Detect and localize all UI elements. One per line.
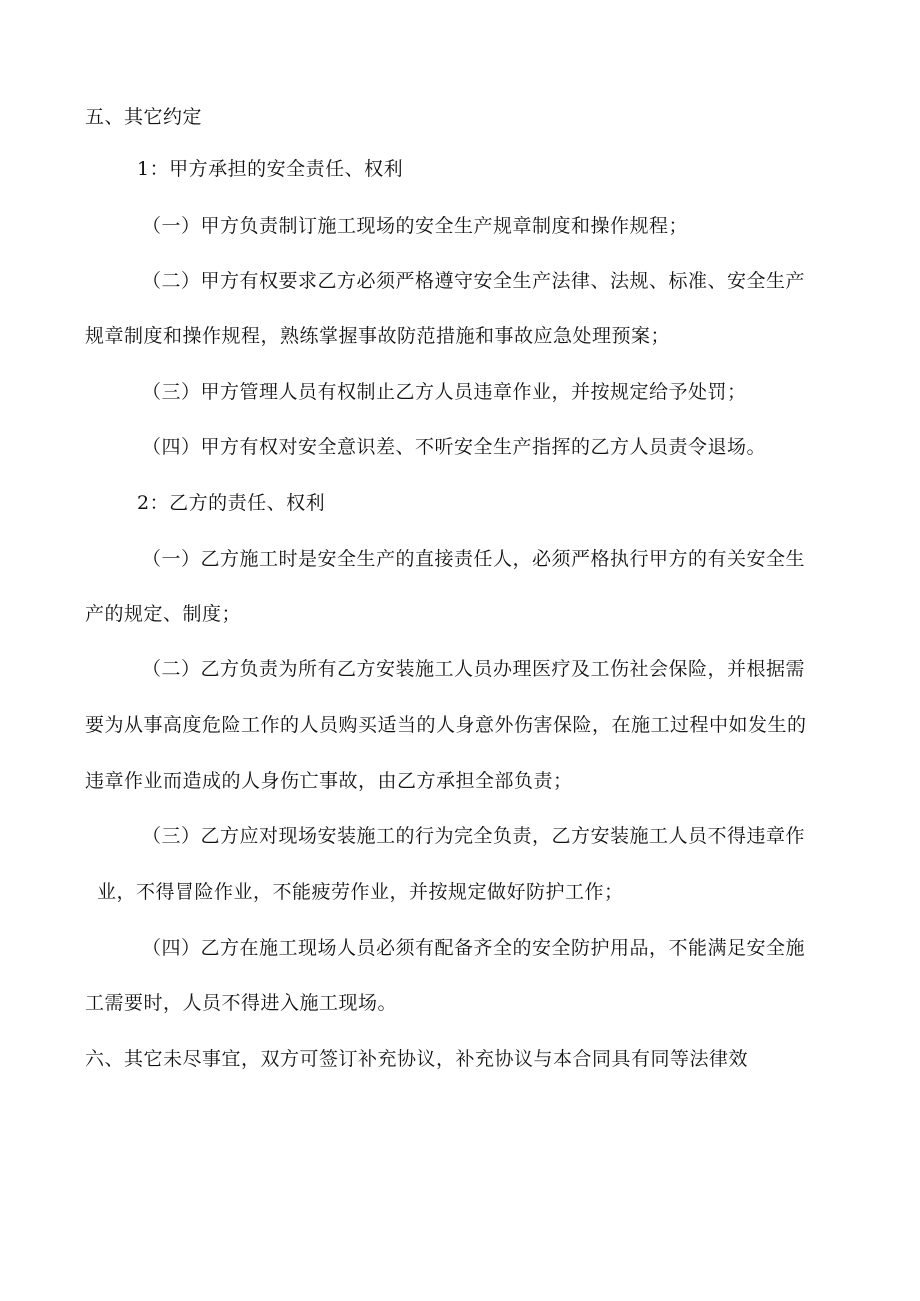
section-6-line-1: 六、其它未尽事宜，双方可签订补充协议，补充协议与本合同具有同等法律效 (85, 1048, 749, 1070)
party-a-item-1: （一）甲方负责制订施工现场的安全生产规章制度和操作规程； (142, 215, 689, 237)
party-a-item-3: （三）甲方管理人员有权制止乙方人员违章作业，并按规定给予处罚； (142, 381, 747, 403)
party-b-item-3-line-2: 业，不得冒险作业，不能疲劳作业，并按规定做好防护工作； (97, 881, 624, 903)
party-a-item-4: （四）甲方有权对安全意识差、不听安全生产指挥的乙方人员责令退场。 (142, 436, 767, 458)
party-a-item-2-line-1: （二）甲方有权要求乙方必须严格遵守安全生产法律、法规、标准、安全生产 (142, 270, 806, 292)
party-b-item-2-line-1: （二）乙方负责为所有乙方安装施工人员办理医疗及工伤社会保险，并根据需 (142, 658, 806, 680)
party-b-item-2-line-3: 违章作业而造成的人身伤亡事故，由乙方承担全部负责； (85, 770, 573, 792)
party-b-item-1-line-2: 产的规定、制度； (85, 603, 242, 625)
party-a-item-2-line-2: 规章制度和操作规程，熟练掌握事故防范措施和事故应急处理预案； (85, 325, 671, 347)
subsection-1-heading: 1：甲方承担的安全责任、权利 (137, 158, 404, 180)
party-b-item-2-line-2: 要为从事高度危险工作的人员购买适当的人身意外伤害保险，在施工过程中如发生的 (85, 714, 807, 736)
party-b-item-3-line-1: （三）乙方应对现场安装施工的行为完全负责，乙方安装施工人员不得违章作 (142, 825, 806, 847)
party-b-item-4-line-1: （四）乙方在施工现场人员必须有配备齐全的安全防护用品，不能满足安全施 (142, 937, 806, 959)
subsection-2-heading: 2：乙方的责任、权利 (137, 492, 326, 514)
party-b-item-1-line-1: （一）乙方施工时是安全生产的直接责任人，必须严格执行甲方的有关安全生 (142, 548, 806, 570)
party-b-item-4-line-2: 工需要时，人员不得进入施工现场。 (85, 992, 398, 1014)
section-5-heading: 五、其它约定 (85, 106, 203, 128)
